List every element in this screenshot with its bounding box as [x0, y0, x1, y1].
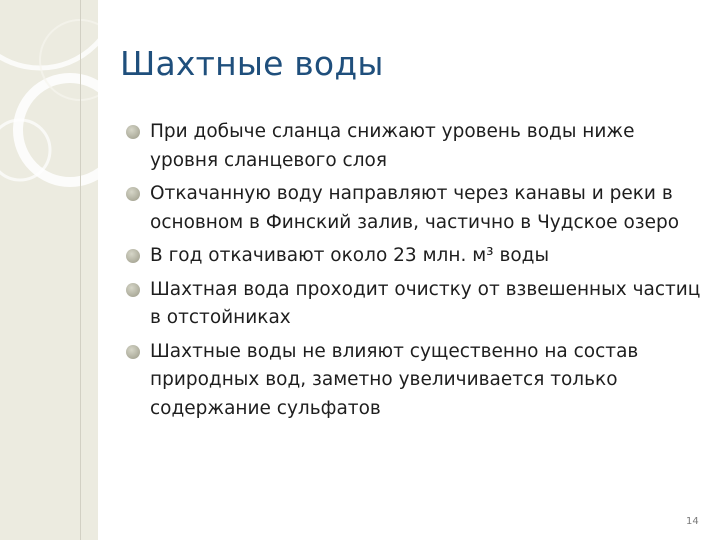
- side-divider: [80, 0, 81, 540]
- decorative-side-band: [0, 0, 98, 540]
- circle-bullet-icon: [126, 345, 140, 359]
- bullet-item: [126, 180, 706, 237]
- circle-bullet-icon: [126, 283, 140, 297]
- bullet-list: [126, 118, 706, 428]
- slide-title: Шахтные воды: [120, 44, 384, 83]
- bullet-item: [126, 118, 706, 175]
- bullet-text: При добыче сланца снижают уровень воды ниже уровня сланцевого слоя: [150, 121, 635, 171]
- bullet-text: Откачанную воду направляют через канавы и реки в основном в Финский залив, частично в Чудское озеро: [150, 183, 680, 233]
- decorative-circles: [0, 0, 98, 540]
- circle-bullet-icon: [126, 125, 140, 139]
- bullet-item: [126, 242, 706, 271]
- circle-bullet-icon: [126, 249, 140, 263]
- bullet-item: [126, 276, 706, 333]
- page-number: 14: [686, 516, 699, 527]
- bullet-text: Шахтная вода проходит очистку от взвешенных частиц в отстойниках: [150, 278, 701, 328]
- bullet-text: Шахтные воды не влияют существенно на состав природных вод, заметно увеличивается только содержание сульфатов: [150, 340, 639, 419]
- circle-bullet-icon: [126, 187, 140, 201]
- bullet-item: [126, 338, 706, 424]
- bullet-text: В год откачивают около 23 млн. м³ воды: [150, 245, 550, 266]
